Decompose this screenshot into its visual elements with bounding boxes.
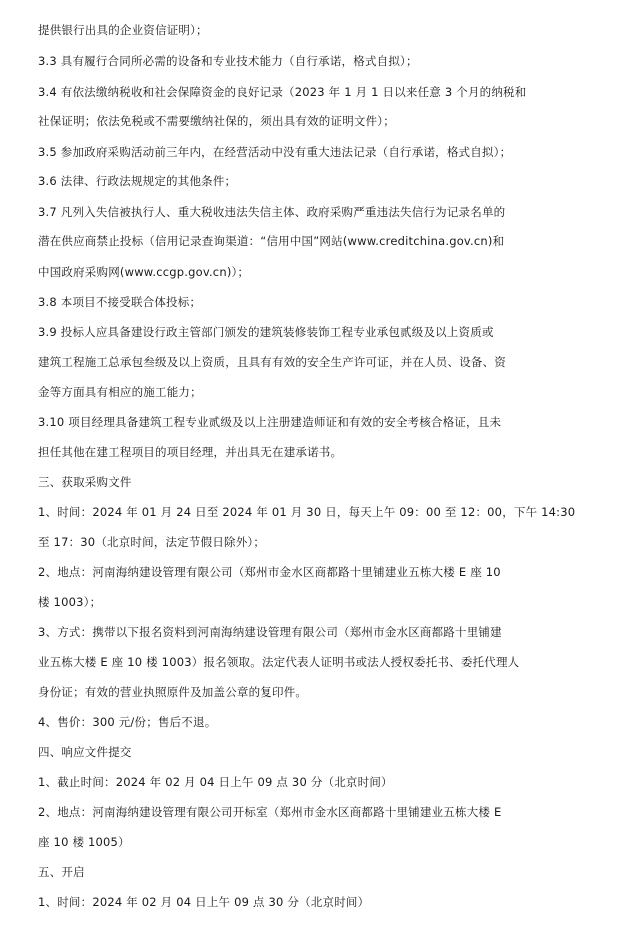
section-heading: 三、获取采购文件	[38, 475, 132, 489]
text-line: 3.3 具有履行合同所必需的设备和专业技术能力（自行承诺，格式自拟）；	[38, 54, 418, 68]
text-line: 1、时间：2024 年 02 月 04 日上午 09 点 30 分（北京时间）	[38, 895, 370, 909]
text-line: 3.7 凡列入失信被执行人、重大税收违法失信主体、政府采购严重违法失信行为记录名单的	[38, 205, 506, 219]
text-line: 2、地点：河南海纳建设管理有限公司开标室（郑州市金水区商都路十里铺建业五栋大楼 E	[38, 805, 502, 819]
text-line: 2、地点：河南海纳建设管理有限公司（郑州市金水区商都路十里铺建业五栋大楼 E 座 10	[38, 565, 501, 579]
text-line: 1、截止时间：2024 年 02 月 04 日上午 09 点 30 分（北京时间）	[38, 775, 393, 789]
text-line: 3.6 法律、行政法规规定的其他条件；	[38, 174, 237, 188]
text-line: 金等方面具有相应的施工能力；	[38, 385, 202, 399]
text-line: 3、方式：携带以下报名资料到河南海纳建设管理有限公司（郑州市金水区商都路十里铺建	[38, 625, 502, 639]
text-line: 提供银行出具的企业资信证明）；	[38, 23, 208, 37]
section-heading: 四、响应文件提交	[38, 745, 132, 759]
text-line: 建筑工程施工总承包叁级及以上资质，且具有有效的安全生产许可证，并在人员、设备、资	[38, 355, 506, 369]
text-line: 3.8 本项目不接受联合体投标；	[38, 295, 202, 309]
text-line: 社保证明；依法免税或不需要缴纳社保的，须出具有效的证明文件）；	[38, 114, 395, 128]
text-line: 3.9 投标人应具备建设行政主管部门颁发的建筑装修装饰工程专业承包贰级及以上资质或	[38, 325, 494, 339]
text-line: 座 10 楼 1005）	[38, 835, 130, 849]
text-line: 至 17：30（北京时间，法定节假日除外）；	[38, 535, 266, 549]
text-line: 业五栋大楼 E 座 10 楼 1003）报名领取。法定代表人证明书或法人授权委托书、委托代理人	[38, 655, 520, 669]
text-line: 担任其他在建工程项目的项目经理，并出具无在建承诺书。	[38, 445, 343, 459]
text-line: 中国政府采购网(www.ccgp.gov.cn)）；	[38, 265, 250, 279]
text-line: 楼 1003）；	[38, 595, 102, 609]
section-heading: 五、开启	[38, 865, 85, 879]
text-line: 3.5 参加政府采购活动前三年内，在经营活动中没有重大违法记录（自行承诺，格式自拟）；	[38, 145, 512, 159]
text-line: 1、时间：2024 年 01 月 24 日至 2024 年 01 月 30 日，每天上午 09：00 至 12：00，下午 14:30	[38, 505, 576, 519]
text-line: 3.10 项目经理具备建筑工程专业贰级及以上注册建造师证和有效的安全考核合格证，且未	[38, 415, 502, 429]
text-line: 身份证；有效的营业执照原件及加盖公章的复印件。	[38, 685, 308, 699]
text-line: 潜在供应商禁止投标（信用记录查询渠道：“信用中国”网站(www.creditchina.gov.cn)和	[38, 234, 505, 248]
text-line: 4、售价：300 元/份；售后不退。	[38, 715, 217, 729]
text-line: 3.4 有依法缴纳税收和社会保障资金的良好记录（2023 年 1 月 1 日以来任意 3 个月的纳税和	[38, 85, 527, 99]
